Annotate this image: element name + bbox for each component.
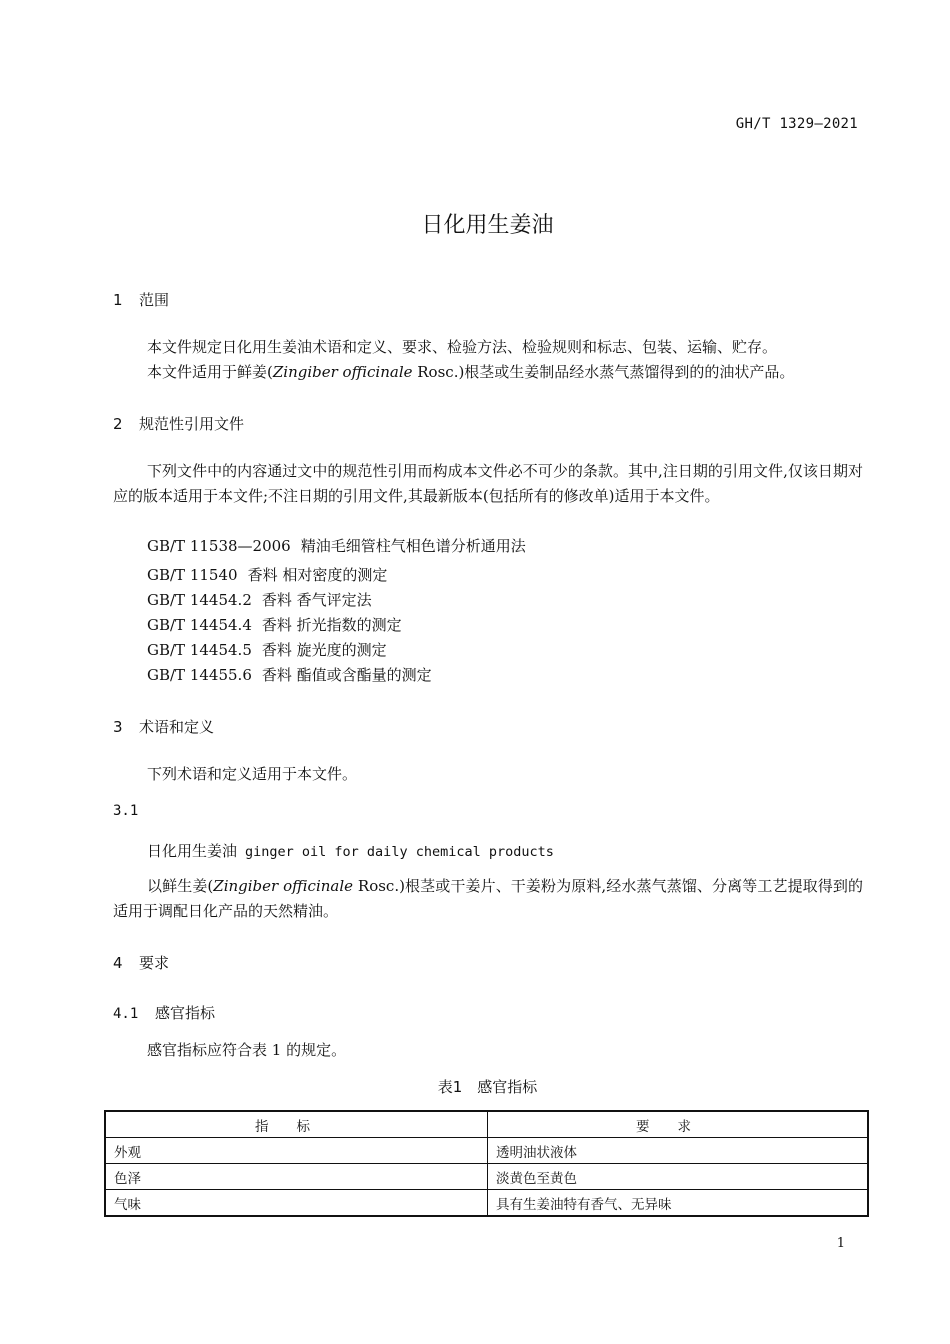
reference-code: GB/T 14454.4 (147, 616, 252, 634)
document-code: GH/T 1329—2021 (735, 116, 858, 132)
section-number: 2 (113, 415, 123, 433)
reference-code: GB/T 14454.2 (147, 591, 252, 609)
table-header-cell: 要求 (488, 1111, 869, 1138)
section-3-heading (113, 716, 214, 737)
table-cell: 外观 (105, 1138, 488, 1164)
reference-item (147, 589, 372, 610)
page-number: 1 (836, 1236, 845, 1251)
subsection-3-1-number: 3.1 (113, 803, 139, 819)
section-title: 术语和定义 (139, 718, 215, 736)
reference-title: 香料 旋光度的测定 (261, 641, 387, 659)
table-row (105, 1164, 868, 1190)
reference-item (147, 639, 387, 660)
subsection-4-1-heading (113, 1002, 215, 1023)
section-4-heading (113, 952, 169, 973)
section-2-heading (113, 413, 244, 434)
section-number: 3 (113, 718, 123, 736)
section-title: 要求 (139, 954, 170, 972)
sensory-table (104, 1110, 869, 1217)
reference-item (147, 535, 526, 556)
table-header-cell: 指标 (105, 1111, 488, 1138)
latin-name: Zingiber officinale (213, 877, 354, 895)
scope-paragraph-2 (113, 360, 863, 385)
section-1-heading (113, 289, 169, 310)
term-entry (147, 840, 554, 861)
table-cell: 气味 (105, 1190, 488, 1217)
reference-code: GB/T 14454.5 (147, 641, 252, 659)
section-number: 4 (113, 954, 123, 972)
text-run: 本文件适用于鲜姜( (147, 363, 273, 381)
scope-paragraph-1: 本文件规定日化用生姜油术语和定义、要求、检验方法、检验规则和标志、包装、运输、贮存。 (147, 338, 778, 356)
term-definition (113, 874, 863, 924)
normative-references-intro: 下列文件中的内容通过文中的规范性引用而构成本文件必不可少的条款。其中,注日期的引用文件,仅该日期对应的版本适用于本文件;不注日期的引用文件,其最新版本(包括所有的修改单)适用于本文件。 (113, 462, 863, 505)
reference-item (147, 614, 402, 635)
subsection-title: 感官指标 (155, 1004, 216, 1022)
reference-code: GB/T 14455.6 (147, 666, 252, 684)
reference-code: GB/T 11540 (147, 566, 238, 584)
terms-intro: 下列术语和定义适用于本文件。 (147, 765, 358, 783)
section-title: 规范性引用文件 (139, 415, 245, 433)
reference-title: 香料 相对密度的测定 (247, 566, 388, 584)
text-run: Rosc.)根茎或干姜片、干姜粉为原料,经水蒸气蒸馏、分离等工艺提取得到的适用于调配日化产品的天然精油。 (113, 877, 863, 920)
table-cell: 透明油状液体 (488, 1138, 869, 1164)
table-row (105, 1138, 868, 1164)
table-row (105, 1190, 868, 1217)
table-header-row (105, 1111, 868, 1138)
reference-title: 香料 酯值或含酯量的测定 (261, 666, 432, 684)
reference-code: GB/T 11538—2006 (147, 537, 291, 555)
reference-item (147, 564, 387, 585)
reference-item (147, 664, 432, 685)
reference-title: 香料 香气评定法 (261, 591, 372, 609)
text-run: 以鲜生姜( (147, 877, 214, 895)
term-english: ginger oil for daily chemical products (245, 844, 554, 860)
table-cell: 色泽 (105, 1164, 488, 1190)
reference-title: 精油毛细管柱气相色谱分析通用法 (300, 537, 526, 555)
reference-title: 香料 折光指数的测定 (261, 616, 402, 634)
section-title: 范围 (139, 291, 170, 309)
document-title: 日化用生姜油 (421, 213, 554, 238)
latin-name: Zingiber officinale (272, 363, 413, 381)
text-run: Rosc.)根茎或生姜制品经水蒸气蒸馏得到的的油状产品。 (412, 363, 795, 381)
table-cell: 具有生姜油特有香气、无异味 (488, 1190, 869, 1217)
sensory-intro: 感官指标应符合表 1 的规定。 (147, 1041, 347, 1059)
term-chinese: 日化用生姜油 (147, 842, 238, 860)
section-number: 1 (113, 291, 123, 309)
table-cell: 淡黄色至黄色 (488, 1164, 869, 1190)
table-caption: 表1 感官指标 (437, 1078, 538, 1096)
subsection-number: 4.1 (113, 1006, 139, 1022)
